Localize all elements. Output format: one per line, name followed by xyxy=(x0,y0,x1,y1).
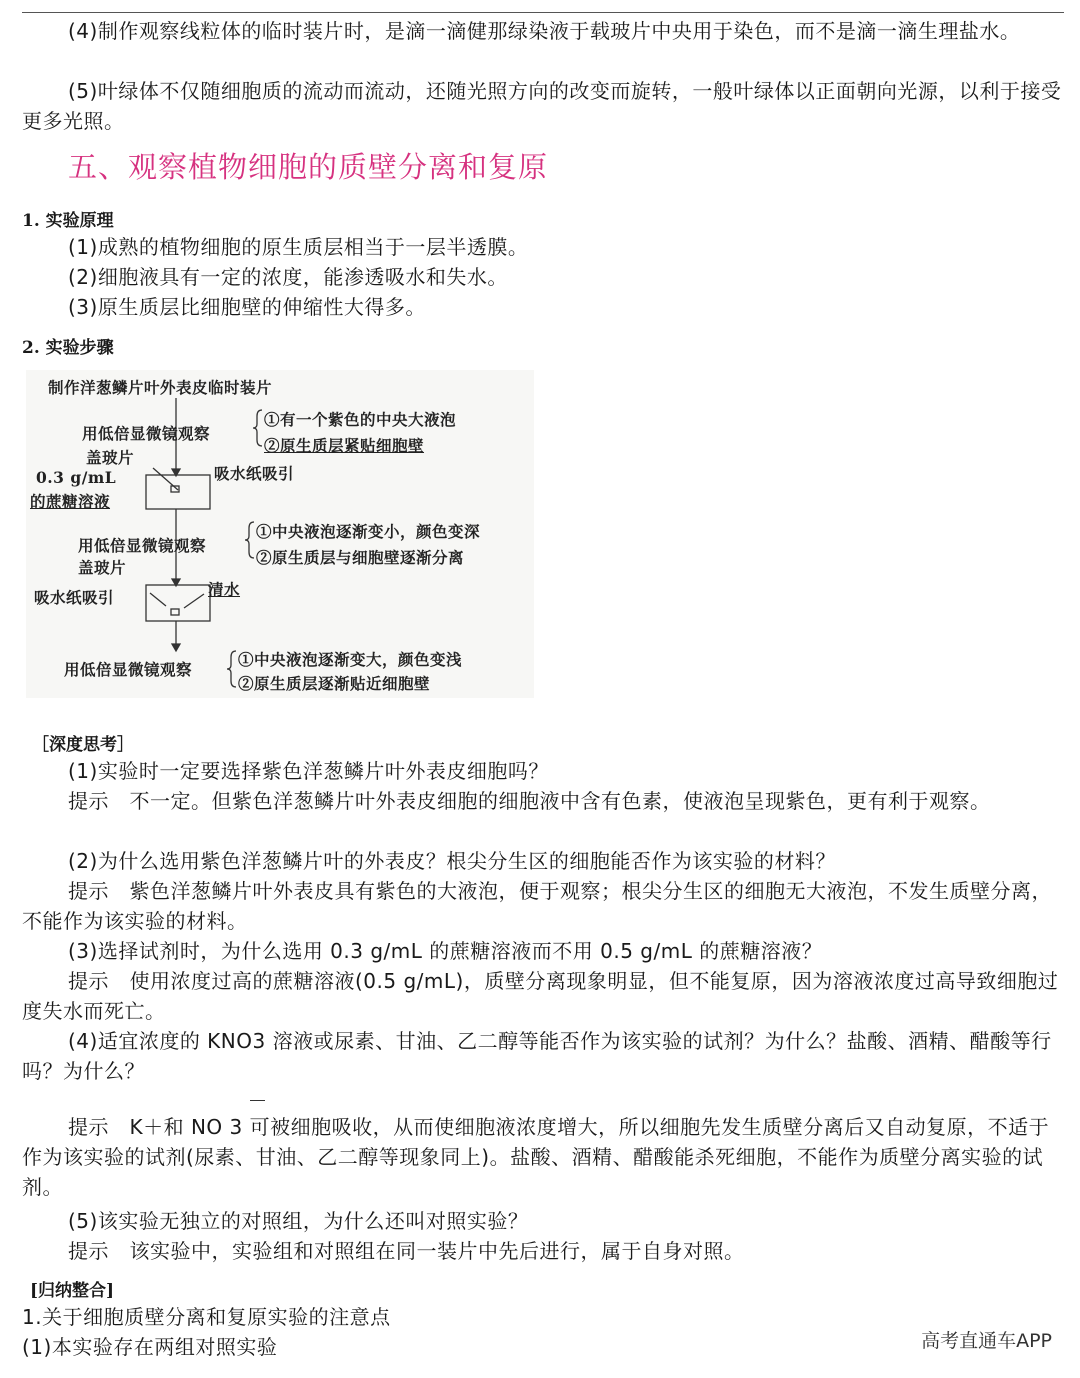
question-5: (5)该实验无独立的对照组，为什么还叫对照实验？ xyxy=(68,1209,529,1233)
summary-line-2: (1)本实验存在两组对照实验 xyxy=(22,1335,278,1359)
flow-step-make-slide: 制作洋葱鳞片叶外表皮临时装片 xyxy=(48,378,273,397)
flow-cover-slip-2: 盖玻片 xyxy=(78,558,127,577)
flow-blotting-paper-2: 吸水纸吸引 xyxy=(34,588,115,607)
question-3: (3)选择试剂时，为什么选用 0.3 g/mL 的蔗糖溶液而不用 0.5 g/mL 的蔗糖溶液？ xyxy=(68,939,823,963)
deep-thinking-heading: ［深度思考］ xyxy=(32,735,134,755)
section-title: 五、观察植物细胞的质壁分离和复原 xyxy=(68,150,549,184)
flow-observe-3: 用低倍显微镜观察 xyxy=(64,660,193,679)
principle-item-2: (2)细胞液具有一定的浓度，能渗透吸水和失水。 xyxy=(68,265,508,289)
flow-observe-2-a: ①中央液泡逐渐变小，颜色变深 xyxy=(256,522,481,541)
principle-item-3: (3)原生质层比细胞壁的伸缩性大得多。 xyxy=(68,295,426,319)
principle-heading: 1. 实验原理 xyxy=(22,211,114,231)
question-4: (4)适宜浓度的 KNO3 溶液或尿素、甘油、乙二醇等能否作为该实验的试剂？为什么？盐酸、酒精、醋酸等行吗？为什么？ xyxy=(22,1029,1052,1083)
flow-observe-3-a: ①中央液泡逐渐变大，颜色变浅 xyxy=(238,650,463,669)
flow-blotting-paper-1: 吸水纸吸引 xyxy=(214,464,295,483)
nitrate-charge-mark xyxy=(250,1100,265,1101)
flow-sucrose-concentration: 0.3 g/mL xyxy=(36,468,117,487)
flow-observe-3-b: ②原生质层逐渐贴近细胞壁 xyxy=(238,674,431,693)
watermark: 高考直通车APP xyxy=(921,1330,1052,1352)
question-1: (1)实验时一定要选择紫色洋葱鳞片叶外表皮细胞吗？ xyxy=(68,759,549,783)
principle-item-1: (1)成熟的植物细胞的原生质层相当于一层半透膜。 xyxy=(68,235,529,259)
answer-3: 提示 使用浓度过高的蔗糖溶液(0.5 g/mL)，质壁分离现象明显，但不能复原，因为溶液浓度过高导致细胞过度失水而死亡。 xyxy=(22,969,1059,1023)
answer-5: 提示 该实验中，实验组和对照组在同一装片中先后进行，属于自身对照。 xyxy=(68,1239,745,1263)
summary-heading: [归纳整合] xyxy=(30,1281,115,1301)
paragraph-mitochondria-note: (4)制作观察线粒体的临时装片时，是滴一滴健那绿染液于载玻片中央用于染色，而不是滴一滴生理盐水。 xyxy=(68,19,1021,43)
paragraph-chloroplast-note: (5)叶绿体不仅随细胞质的流动而流动，还随光照方向的改变而旋转，一般叶绿体以正面朝向光源，以利于接受更多光照。 xyxy=(22,79,1062,133)
flow-sucrose-solution: 的蔗糖溶液 xyxy=(30,492,111,511)
question-2: (2)为什么选用紫色洋葱鳞片叶的外表皮？根尖分生区的细胞能否作为该实验的材料？ xyxy=(68,849,836,873)
flow-cover-slip-1: 盖玻片 xyxy=(86,448,135,467)
experiment-flowchart xyxy=(26,370,534,698)
flow-observe-2: 用低倍显微镜观察 xyxy=(78,536,207,555)
summary-line-1: 1.关于细胞质壁分离和复原实验的注意点 xyxy=(22,1305,391,1329)
flow-observe-1-b: ②原生质层紧贴细胞壁 xyxy=(264,436,425,455)
steps-heading: 2. 实验步骤 xyxy=(22,338,114,358)
answer-4: 提示 K＋和 NO 3 可被细胞吸收，从而使细胞液浓度增大，所以细胞先发生质壁分离后又自动复原，不适于作为该实验的试剂(尿素、甘油、乙二醇等现象同上)。盐酸、酒精、醋酸能杀死细胞，不能作为质壁分离实验的试剂。 xyxy=(22,1115,1050,1199)
flow-observe-1: 用低倍显微镜观察 xyxy=(82,424,211,443)
top-rule xyxy=(22,12,1064,13)
answer-1: 提示 不一定。但紫色洋葱鳞片叶外表皮细胞的细胞液中含有色素，使液泡呈现紫色，更有利于观察。 xyxy=(68,789,991,813)
answer-2: 提示 紫色洋葱鳞片叶外表皮具有紫色的大液泡，便于观察；根尖分生区的细胞无大液泡，不发生质壁分离，不能作为该实验的材料。 xyxy=(22,879,1052,933)
flow-observe-2-b: ②原生质层与细胞壁逐渐分离 xyxy=(256,548,465,567)
flow-clear-water: 清水 xyxy=(208,580,241,599)
flow-observe-1-a: ①有一个紫色的中央大液泡 xyxy=(264,410,457,429)
